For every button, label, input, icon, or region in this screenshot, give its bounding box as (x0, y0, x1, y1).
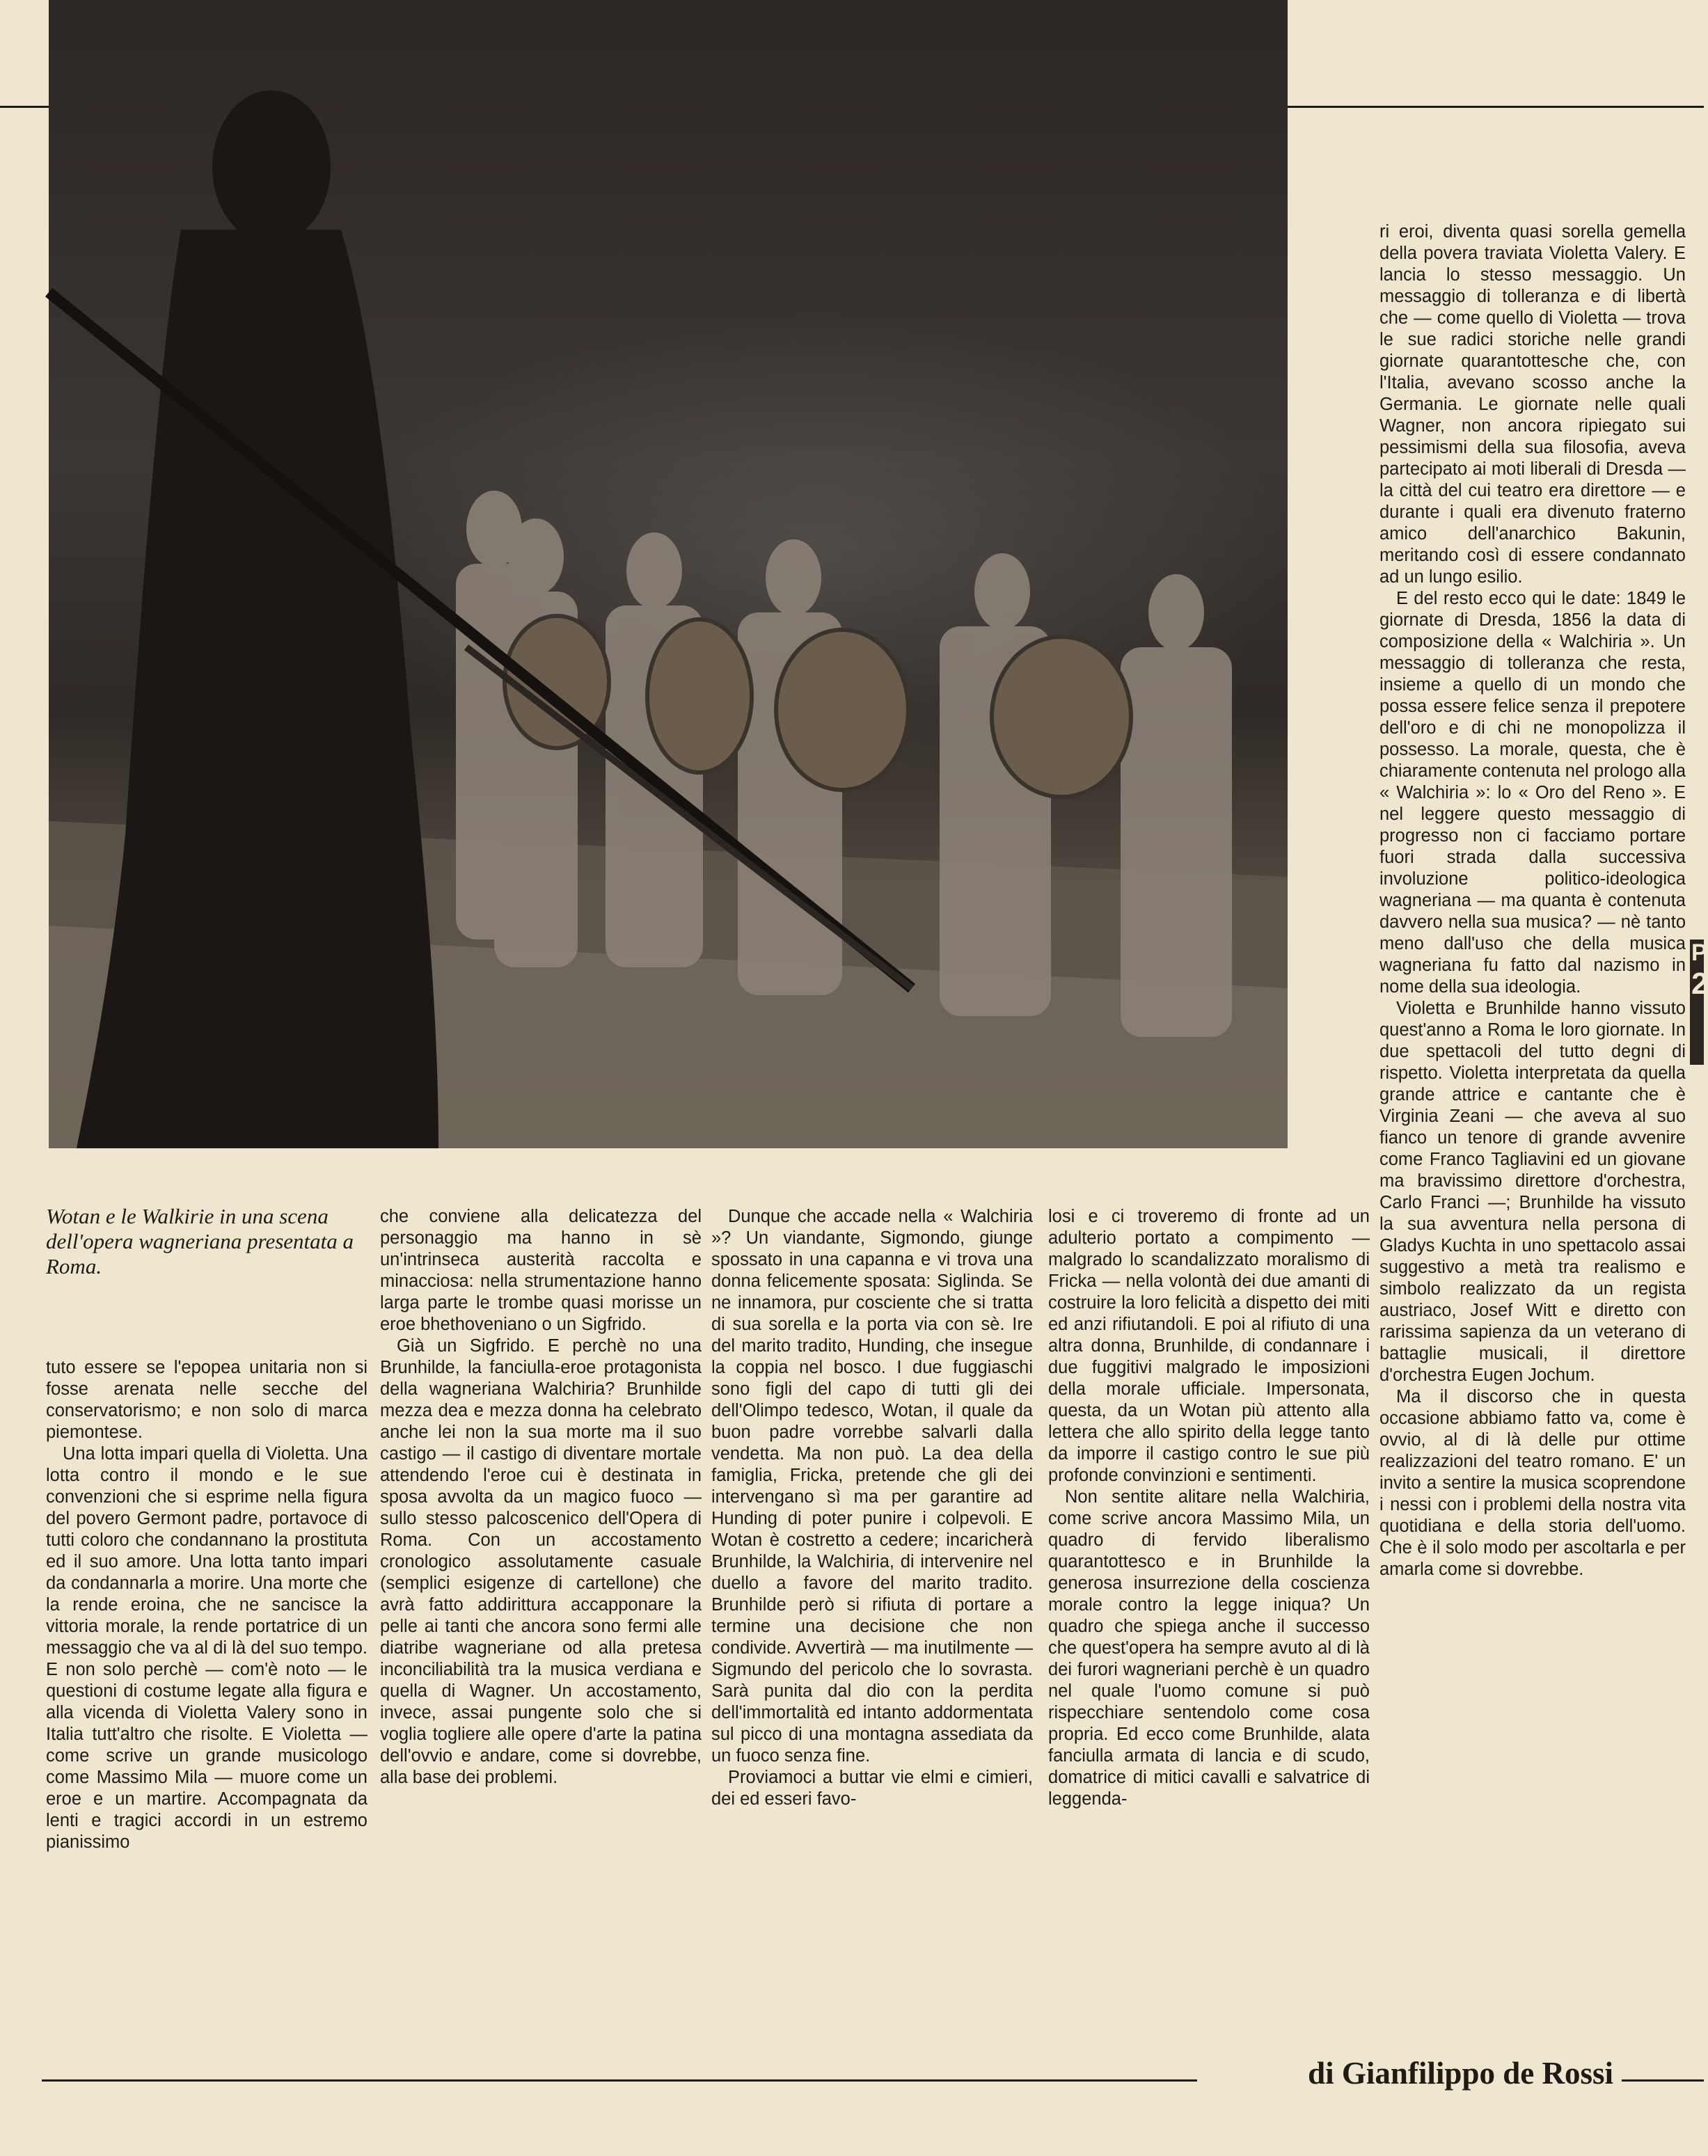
paragraph: Già un Sigfrido. E perchè no una Brunhilde, la fanciulla-eroe protagonista della wagneriana Walchiria? Brunhilde mezza dea e mezza donna ha celebrato anche lei non la sua morte ma il suo castigo — il castigo di diventare mortale attendendo l'eroe cui è destinata in sposa avvolta da un magico fuoco — sullo stesso palcoscenico dell'Opera di Roma. Con un accostamento cronologico assolutamente casuale (semplici esigenze di cartellone) che avrà fatto addirittura accapponare la pelle ai tanti che ancora sono fermi alle diatribe wagneriane od alla pretesa inconciliabilità tra la musica verdiana e quella di Wagner. Un accostamento, invece, assai pungente solo che si voglia togliere alle opere d'arte la patina dell'ovvio e andare, come si dovrebbe, alla base dei problemi. (380, 1336, 702, 1787)
paragraph: Dunque che accade nella « Walchiria »? Un viandante, Sigmondo, giunge spossato in una capanna e vi trova una donna felicemente sposata: Siglinda. Se ne innamora, pur cosciente che si tratta di sua sorella e la porta via con sè. Ire del marito tradito, Hunding, che insegue la coppia nel bosco. I due fuggiaschi sono figli del capo di tutti gli dei dell'Olimpo tedesco, Wotan, il quale da buon padre vorrebbe salvarli dalla vendetta. Ma non può. La dea della famiglia, Fricka, pretende che gli dei intervengano sì ma per garantire ad Hunding di poter punire i colpevoli. E Wotan è costretto a cedere; incaricherà Brunhilde, la Walchiria, di intervenire nel duello a favore del marito tradito. Brunhilde però si rifiuta di portare a termine una decisione che non condivide. Avvertirà — ma inutilmente — Sigmundo del pericolo che lo sovrasta. Sarà punita dal dio con la perdita dell'immortalità ed intanto addormentata sul picco di una montagna assediata da un fuoco senza fine. (711, 1207, 1033, 1766)
byline-rule-left (42, 2079, 1197, 2082)
page-number-tab (1690, 940, 1708, 1065)
paragraph: Non sentite alitare nella Walchiria, come scrive ancora Massimo Mila, un quadro di fervido liberalismo quarantottesco e in Brunhilde la generosa insurrezione della coscienza morale contro la legge iniqua? Un quadro che spiega anche il successo che quest'opera ha sempre avuto al di là dei furori wagneriani perchè è un quadro nel quale l'uomo comune si può rispecchiare sentendolo come cosa propria. Ed ecco come Brunhilde, alata fanciulla armata di lancia e di scudo, domatrice di mitici cavalli e salvatrice di leggenda- (1048, 1487, 1370, 1809)
paragraph: Una lotta impari quella di Violetta. Una lotta contro il mondo e le sue convenzioni che si esprime nella figura del povero Germont padre, portavoce di tutti coloro che condannano la prostituta ed il suo amore. Una lotta tanto impari da condannarla a morire. Una morte che la rende eroina, che ne sancisce la vittoria morale, la rende portatrice di un messaggio che va al di là del suo tempo. E non solo perchè — com'è noto — le questioni di costume legate alla figura e alla vicenda di Violetta Valery sono in Italia tutt'altro che risolte. E Violetta — come scrive un grande musicologo come Massimo Mila — muore come un eroe e un martire. Accompagnata da lenti e tragici accordi in un estremo pianissimo (46, 1444, 367, 1852)
photo-caption: Wotan e le Walkirie in una scena dell'opera wagneriana presentata a Roma. (46, 1204, 354, 1278)
article-column-3 (711, 1206, 1033, 1810)
article-column-2 (380, 1206, 702, 1789)
paragraph: tuto essere se l'epopea unitaria non si fosse arenata nelle secche del conservatorismo; e non solo di marca piemontese. (46, 1358, 367, 1442)
article-column-4 (1048, 1206, 1370, 1810)
page-tab-letter: P (1691, 940, 1707, 966)
paragraph: Ma il discorso che in questa occasione abbiamo fatto va, come è ovvio, al di là delle pur ottime realizzazioni del teatro romano. E' un invito a sentire la musica scoprendone i nessi con i problemi della nostra vita quotidiana e della storia dell'uomo. Che è il solo modo per ascoltarla e per amarla come si dovrebbe. (1379, 1387, 1686, 1579)
byline-rule-right (1622, 2079, 1704, 2082)
paragraph: ri eroi, diventa quasi sorella gemella della povera traviata Violetta Valery. E lancia lo stesso messaggio. Un messaggio di tolleranza e di libertà che — come quello di Violetta — trova le sue radici storiche nelle grandi giornate quarantottesche che, con l'Italia, avevano scosso anche la Germania. Le giornate nelle quali Wagner, non ancora ripiegato sui pessimismi della sua filosofia, aveva partecipato ai moti liberali di Dresda — la città del cui teatro era direttore — e durante i quali era divenuto fraterno amico dell'anarchico Bakunin, meritando così di essere condannato ad un lungo esilio. (1379, 222, 1686, 587)
article-column-1 (46, 1357, 367, 1853)
article-column-5 (1379, 221, 1686, 1580)
stage-photo (49, 0, 1288, 1148)
paragraph: losi e ci troveremo di fronte ad un adulterio portato a compimento — malgrado lo scandalizzato moralismo di Fricka — nella volontà dei due amanti di costruire la loro felicità a dispetto dei miti ed anzi rifiutandoli. E poi al rifiuto di una altra donna, Brunhilde, di condannare i due fuggitivi malgrado le imposizioni della morale ufficiale. Impersonata, questa, da un Wotan più attento alla lettera che allo spirito della legge tanto da imporre il castigo contro le sue più profonde convinzioni e sentimenti. (1048, 1207, 1370, 1485)
paragraph: Proviamoci a buttar vie elmi e cimieri, dei ed esseri favo- (711, 1768, 1033, 1809)
paragraph: Violetta e Brunhilde hanno vissuto quest'anno a Roma le loro giornate. In due spettacoli del tutto degni di rispetto. Violetta interpretata da quella grande attrice e cantante che è Virginia Zeani — che aveva al suo fianco un tenore di grande avvenire come Franco Tagliavini ed un giovane ma bravissimo direttore d'orchestra, Carlo Franci —; Brunhilde ha vissuto la sua avventura nella persona di Gladys Kuchta in uno spettacolo assai suggestivo a metà tra realismo e simbolo realizzato da un regista austriaco, Josef Witt e diretto con rarissima sapienza da un veterano di battaglie musicali, il direttore d'orchestra Eugen Jochum. (1379, 999, 1686, 1385)
page-tab-number: 2 (1691, 967, 1708, 1001)
stage-photo-illustration (49, 0, 1288, 1148)
paragraph: che conviene alla delicatezza del personaggio ma hanno in sè un'intrinseca austerità raccolta e minacciosa: nella strumentazione hanno larga parte le trombe quasi morisse un eroe bhethoveniano o un Sigfrido. (380, 1207, 702, 1334)
paragraph: E del resto ecco qui le date: 1849 le giornate di Dresda, 1856 la data di composizione della « Walchiria ». Un messaggio di tolleranza che resta, insieme a quello di un mondo che possa essere felice senza il prepotere dell'oro e di chi ne monopolizza il possesso. La morale, questa, che è chiaramente contenuta nel prologo alla « Walchiria »: lo « Oro del Reno ». E nel leggere questo messaggio di progresso non ci facciamo portare fuori strada dalla successiva involuzione politico-ideologica wagneriana — ma quanta è contenuta davvero nella sua musica? — nè tanto meno dall'uso che della musica wagneriana fu fatto dal nazismo in nome della sua ideologia. (1379, 589, 1686, 997)
author-byline: di Gianfilippo de Rossi (1308, 2056, 1613, 2091)
